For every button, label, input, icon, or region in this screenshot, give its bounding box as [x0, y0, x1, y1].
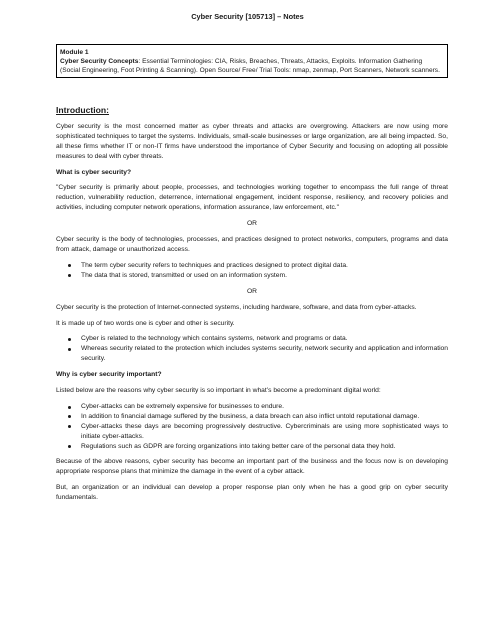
conclusion-paragraph-1: Because of the above reasons, cyber security has become an important part of the business and the focus now is on developing appropriate response plans that minimize the damage in the event of a cyber attack.	[56, 458, 448, 476]
definition-paragraph-2: Cyber security is the body of technologies, processes, and practices designed to protect networks, computers, programs and data from attack, damage or unauthorized access.	[56, 236, 448, 253]
module-concepts-text: : Essential Terminologies: CIA, Risks, Breaches, Threats, Attacks, Exploits. Information Gathering (Social Engineering, Foot Printing & Scanning). Open Source/ Free/ Trial Tools: nmap, zenmap, Port Scanners, Network scanners.	[60, 58, 440, 74]
list-item: Regulations such as GDPR are forcing organizations into taking better care of the personal data they hold.	[81, 442, 448, 452]
list-item: Cyber-attacks these days are becoming progressively destructive. Cybercriminals are using more sophisticated ways to initiate cyber-attacks.	[81, 422, 448, 440]
reasons-bullet-list	[56, 402, 448, 452]
list-item: In addition to financial damage suffered by the business, a data breach can also inflict untold reputational damage.	[81, 412, 448, 422]
module-summary-box	[56, 44, 448, 78]
definition-bullet-list-2	[56, 334, 448, 364]
why-intro-paragraph: Listed below are the reasons why cyber security is so important in what’s become a predominant digital world:	[56, 387, 381, 395]
or-separator-1: OR	[246, 220, 258, 228]
list-item: Cyber is related to the technology which contains systems, network and programs or data.	[81, 334, 448, 344]
two-words-paragraph: It is made up of two words one is cyber and other is security.	[56, 319, 235, 327]
why-important-heading: Why is cyber security important?	[56, 371, 162, 379]
conclusion-paragraph-2: But, an organization or an individual can develop a proper response plan only when he has a good grip on cyber security fundamentals.	[56, 484, 448, 502]
list-item: Cyber-attacks can be extremely expensive for businesses to endure.	[81, 402, 448, 412]
module-title: Module 1	[60, 49, 89, 56]
document-body	[56, 106, 448, 509]
introduction-heading: Introduction:	[56, 105, 109, 115]
list-item: The term cyber security refers to techniques and practices designed to protect digital data.	[81, 261, 448, 271]
list-item: Whereas security related to the protection which includes systems security, network security and application and information security.	[81, 345, 448, 363]
or-separator-2: OR	[246, 287, 258, 295]
page-header-title: Cyber Security [105713] – Notes	[191, 12, 304, 21]
list-item: The data that is stored, transmitted or used on an information system.	[81, 271, 448, 281]
definition-quote: "Cyber security is primarily about people, processes, and technologies working together to encompass the full range of threat reduction, vulnerability reduction, deterrence, international engagement, incident response, resiliency, and recovery policies and activities, including computer network operations, information assurance, law enforcement, etc."	[56, 184, 448, 212]
introduction-paragraph: Cyber security is the most concerned matter as cyber threats and attacks are overgrowing. Attackers are now using more sophisticated techniques to target the systems. Individuals, small-scale businesses or large organization, are all being impacted. So, all these firms whether IT or non-IT firms have understood the importance of Cyber Security and focusing on adopting all possible measures to deal with cyber threats.	[56, 122, 448, 160]
definition-paragraph-3: Cyber security is the protection of Internet-connected systems, including hardware, software, and data from cyber-attacks.	[56, 303, 417, 311]
definition-bullet-list-1	[56, 261, 448, 281]
module-description	[60, 57, 444, 75]
what-is-heading: What is cyber security?	[56, 168, 132, 176]
module-concepts-label: Cyber Security Concepts	[60, 58, 139, 65]
